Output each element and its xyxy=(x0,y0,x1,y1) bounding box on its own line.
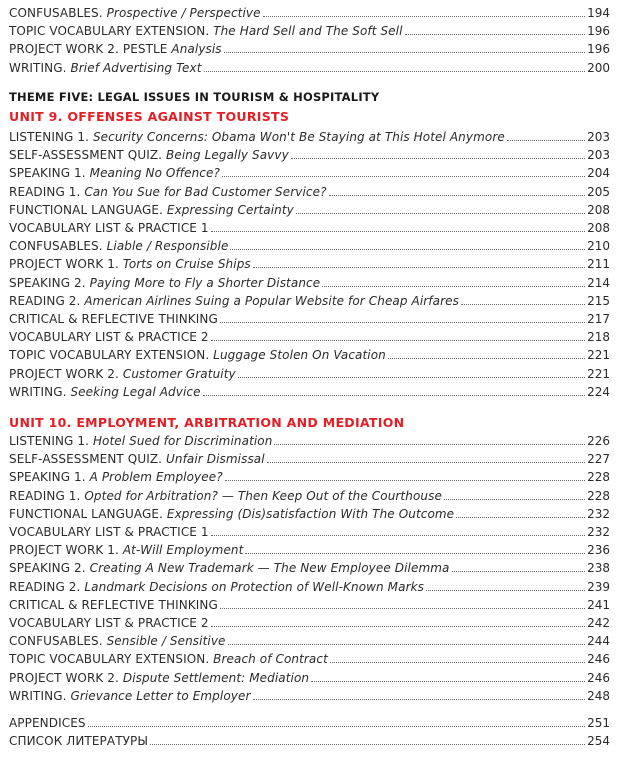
dot-leader xyxy=(245,553,585,554)
dot-leader xyxy=(263,16,586,17)
toc-entry xyxy=(9,20,610,38)
toc-entry-category: LISTENING 1. xyxy=(9,130,90,144)
page-number: 236 xyxy=(587,543,610,558)
page-number: 210 xyxy=(587,239,610,254)
toc-entry-subtitle: Breach of Contract xyxy=(213,652,328,667)
toc-entry xyxy=(9,272,610,290)
page-number: 241 xyxy=(587,597,610,612)
dot-leader xyxy=(405,34,586,35)
dot-leader xyxy=(150,744,585,745)
toc-entry xyxy=(9,144,610,162)
toc-entry-title xyxy=(9,348,386,362)
toc-entry xyxy=(9,308,610,326)
page-number: 208 xyxy=(587,221,610,235)
toc-entry-subtitle: Grievance Letter to Employer xyxy=(70,688,251,703)
page-number: 203 xyxy=(587,130,610,144)
toc-entry-subtitle: Landmark Decisions on Protection of Well-Known Marks xyxy=(84,579,425,594)
toc-entry-category: SPEAKING 2. xyxy=(9,275,86,290)
toc-entry xyxy=(9,235,610,253)
toc-entry-category: СПИСОК ЛИТЕРАТУРЫ xyxy=(9,734,149,749)
toc-entry xyxy=(9,162,610,180)
dot-leader xyxy=(211,535,585,536)
toc-entry-title xyxy=(9,385,201,399)
page-number: 232 xyxy=(587,506,610,521)
dot-leader xyxy=(274,444,585,445)
toc-entry xyxy=(9,448,610,466)
toc-entry-subtitle: Opted for Arbitration? — Then Keep Out of the Courthouse xyxy=(84,488,442,503)
page-number: 232 xyxy=(587,525,610,539)
page-number: 246 xyxy=(587,670,610,685)
toc-entry-title xyxy=(9,6,261,20)
toc-entry-title xyxy=(9,239,228,253)
page-number: 244 xyxy=(587,634,610,649)
page-number: 248 xyxy=(587,688,610,703)
toc-entry-subtitle: A Problem Employee? xyxy=(89,470,223,485)
toc-entry-title xyxy=(9,24,403,38)
toc-entry-title xyxy=(9,598,218,612)
toc-entry xyxy=(9,503,610,521)
toc-entry xyxy=(9,253,610,271)
toc-entry-title xyxy=(9,130,505,144)
toc-entry-title xyxy=(9,276,320,290)
toc-entry-subtitle: Can You Sue for Bad Customer Service? xyxy=(84,184,327,199)
dot-leader xyxy=(211,626,585,627)
toc-entry-title xyxy=(9,330,209,344)
page-number: 196 xyxy=(587,42,610,57)
toc-entry-title xyxy=(9,257,251,271)
dot-leader xyxy=(311,681,585,682)
toc-entry-category: WRITING. xyxy=(9,60,67,75)
page-number: 208 xyxy=(587,202,610,217)
toc-entry-category: CONFUSABLES. xyxy=(9,634,103,649)
toc-entry-title xyxy=(9,507,454,521)
toc-entry-title xyxy=(9,203,294,217)
page-number: 218 xyxy=(587,330,610,345)
toc-entry-category: TOPIC VOCABULARY EXTENSION. xyxy=(9,348,210,363)
toc-entry-title xyxy=(9,42,222,56)
toc-entry-category: READING 2. xyxy=(9,579,81,594)
toc-entry xyxy=(9,685,610,703)
toc-entry-subtitle: Hotel Sued for Discrimination xyxy=(92,434,273,448)
toc-entry-title xyxy=(9,616,209,630)
page-number: 226 xyxy=(587,434,610,448)
dot-leader xyxy=(461,304,585,305)
toc-entry-subtitle: Meaning No Offence? xyxy=(89,166,220,181)
toc-entry-category: WRITING. xyxy=(9,688,67,703)
toc-entry xyxy=(9,539,610,557)
toc-entry xyxy=(9,485,610,503)
toc-entry-category: VOCABULARY LIST & PRACTICE 2 xyxy=(9,616,209,630)
toc-entry-category: TOPIC VOCABULARY EXTENSION. xyxy=(9,652,210,667)
toc-entry-title xyxy=(9,166,220,180)
toc-entry-category: CRITICAL & REFLECTIVE THINKING xyxy=(9,312,218,326)
toc-entry xyxy=(9,38,610,56)
toc-entry-category: READING 1. xyxy=(9,184,81,199)
page-number: 227 xyxy=(587,452,610,467)
toc-entry xyxy=(9,326,610,344)
dot-leader xyxy=(388,358,585,359)
toc-entry-category: CONFUSABLES. xyxy=(9,239,103,254)
dot-leader xyxy=(253,699,586,700)
toc-entry-title xyxy=(9,580,424,594)
theme-five-heading: THEME FIVE: LEGAL ISSUES IN TOURISM & HOSPITALITY xyxy=(9,90,380,104)
toc-entry-title xyxy=(9,367,236,381)
toc-entry-category: WRITING. xyxy=(9,384,67,399)
toc-entry-category: APPENDICES xyxy=(9,716,86,730)
unit-10-heading: UNIT 10. EMPLOYMENT, ARBITRATION AND MEDIATION xyxy=(9,415,405,430)
page-number: 251 xyxy=(587,716,610,730)
page-number: 196 xyxy=(587,24,610,39)
toc-entry-title xyxy=(9,312,218,326)
toc-entry xyxy=(9,363,610,381)
dot-leader xyxy=(329,195,586,196)
toc-entry-title xyxy=(9,452,265,466)
dot-leader xyxy=(507,140,585,141)
toc-entry-category: VOCABULARY LIST & PRACTICE 1 xyxy=(9,525,209,539)
unit-9-heading: UNIT 9. OFFENSES AGAINST TOURISTS xyxy=(9,109,290,124)
page-number: 194 xyxy=(587,6,610,20)
dot-leader xyxy=(220,322,585,323)
toc-entry-category: PROJECT WORK 2. xyxy=(9,366,119,381)
dot-leader xyxy=(224,52,585,53)
toc-entry-title xyxy=(9,294,459,308)
toc-entry xyxy=(9,612,610,630)
toc-entry-title xyxy=(9,525,209,539)
toc-entry-category: VOCABULARY LIST & PRACTICE 2 xyxy=(9,330,209,345)
toc-entry-category: PROJECT WORK 1. xyxy=(9,257,119,272)
toc-entry-category: SPEAKING 2. xyxy=(9,561,86,576)
dot-leader xyxy=(225,480,585,481)
toc-entry xyxy=(9,290,610,308)
toc-entry-category: READING 2. xyxy=(9,293,81,308)
dot-leader xyxy=(291,158,585,159)
page-number: 254 xyxy=(587,734,610,749)
toc-entry-category: VOCABULARY LIST & PRACTICE 1 xyxy=(9,221,209,235)
toc-entry-title xyxy=(9,61,202,75)
toc-entry-title xyxy=(9,716,86,730)
toc-entry-category: SPEAKING 1. xyxy=(9,470,86,485)
dot-leader xyxy=(426,590,585,591)
dot-leader xyxy=(267,462,585,463)
toc-entry-category: SELF-ASSESSMENT QUIZ. xyxy=(9,148,163,163)
toc-entry-title xyxy=(9,434,272,448)
toc-entry xyxy=(9,381,610,399)
dot-leader xyxy=(220,608,585,609)
toc-entry-title xyxy=(9,634,226,648)
toc-entry xyxy=(9,667,610,685)
toc-entry-title xyxy=(9,671,309,685)
toc-entry-category: PROJECT WORK 2. PESTLE xyxy=(9,42,168,57)
dot-leader xyxy=(228,644,586,645)
dot-leader xyxy=(322,286,585,287)
toc-entry-subtitle: Being Legally Savvy xyxy=(166,148,289,163)
page-number: 239 xyxy=(587,579,610,594)
toc-entry-title xyxy=(9,652,328,666)
dot-leader xyxy=(238,377,585,378)
toc-entry xyxy=(9,217,610,235)
dot-leader xyxy=(330,662,585,663)
toc-entry-subtitle: At-Will Employment xyxy=(122,543,244,558)
toc-entry xyxy=(9,57,610,75)
toc-entry-category: PROJECT WORK 2. xyxy=(9,670,119,685)
toc-entry-subtitle: Unfair Dismissal xyxy=(166,452,265,467)
toc-entry xyxy=(9,344,610,362)
toc-entry xyxy=(9,557,610,575)
toc-entry-title xyxy=(9,561,450,575)
page-number: 228 xyxy=(587,488,610,503)
toc-entry xyxy=(9,648,610,666)
toc-entry xyxy=(9,181,610,199)
toc-entry-subtitle: Liable / Responsible xyxy=(106,239,229,254)
toc-entry-category: LISTENING 1. xyxy=(9,434,90,448)
page-number: 217 xyxy=(587,312,610,326)
toc-entry-subtitle: The Hard Sell and The Soft Sell xyxy=(213,24,403,39)
toc-entry-title xyxy=(9,148,289,162)
dot-leader xyxy=(204,71,586,72)
page-number: 211 xyxy=(587,257,610,272)
toc-entry-title xyxy=(9,470,223,484)
toc-entry-subtitle: Expressing (Dis)satisfaction With The Outcome xyxy=(166,506,455,521)
toc-entry xyxy=(9,630,610,648)
toc-entry xyxy=(9,730,610,748)
toc-entry xyxy=(9,576,610,594)
toc-entry-subtitle: Creating A New Trademark — The New Employee Dilemma xyxy=(89,561,450,576)
page-number: 221 xyxy=(587,366,610,381)
dot-leader xyxy=(88,726,585,727)
toc-entry-category: TOPIC VOCABULARY EXTENSION. xyxy=(9,24,210,39)
toc-entry-category: SPEAKING 1. xyxy=(9,166,86,181)
dot-leader xyxy=(444,499,585,500)
toc-entry-category: PROJECT WORK 1. xyxy=(9,543,119,558)
toc-entry-category: FUNCTIONAL LANGUAGE. xyxy=(9,202,163,217)
toc-entry-subtitle: Prospective / Perspective xyxy=(106,6,261,20)
toc-entry-subtitle: Dispute Settlement: Mediation xyxy=(122,670,310,685)
toc-entry-subtitle: Expressing Certainty xyxy=(166,202,294,217)
dot-leader xyxy=(296,213,585,214)
page-number: 246 xyxy=(587,652,610,667)
toc-entry-category: CRITICAL & REFLECTIVE THINKING xyxy=(9,597,218,612)
page-number: 221 xyxy=(587,348,610,363)
dot-leader xyxy=(230,249,585,250)
dot-leader xyxy=(452,571,586,572)
page-number: 224 xyxy=(587,384,610,399)
toc-entry-subtitle: Paying More to Fly a Shorter Distance xyxy=(89,275,321,290)
toc-entry xyxy=(9,594,610,612)
dot-leader xyxy=(222,176,585,177)
dot-leader xyxy=(211,231,585,232)
toc-entry-subtitle: Seeking Legal Advice xyxy=(70,384,201,399)
page-number: 238 xyxy=(587,561,610,576)
toc-entry-title xyxy=(9,185,327,199)
toc-entry-title xyxy=(9,221,209,235)
toc-entry-subtitle: American Airlines Suing a Popular Website for Cheap Airfares xyxy=(84,293,459,308)
toc-entry xyxy=(9,2,610,20)
toc-entry-subtitle: Analysis xyxy=(171,42,222,57)
toc-entry-category: READING 1. xyxy=(9,488,81,503)
toc-entry-subtitle: Customer Gratuity xyxy=(122,366,236,381)
dot-leader xyxy=(253,267,585,268)
dot-leader xyxy=(456,517,585,518)
dot-leader xyxy=(211,340,585,341)
toc-entry-category: FUNCTIONAL LANGUAGE. xyxy=(9,506,163,521)
toc-entry-subtitle: Security Concerns: Obama Won't Be Staying at This Hotel Anymore xyxy=(92,130,505,144)
page-number: 204 xyxy=(587,166,610,181)
toc-entry-subtitle: Torts on Cruise Ships xyxy=(122,257,251,272)
toc-entry-subtitle: Brief Advertising Text xyxy=(70,60,202,75)
page-number: 205 xyxy=(587,184,610,199)
toc-entry-subtitle: Sensible / Sensitive xyxy=(106,634,226,649)
toc-entry-subtitle: Luggage Stolen On Vacation xyxy=(213,348,386,363)
page-number: 215 xyxy=(587,293,610,308)
dot-leader xyxy=(203,395,586,396)
toc-entry-category: CONFUSABLES. xyxy=(9,6,103,20)
page-number: 242 xyxy=(587,616,610,630)
toc-entry xyxy=(9,430,610,448)
toc-entry-title xyxy=(9,734,148,748)
toc-entry-title xyxy=(9,489,442,503)
toc-entry xyxy=(9,466,610,484)
page-number: 228 xyxy=(587,470,610,485)
toc-entry xyxy=(9,199,610,217)
toc-entry-category: SELF-ASSESSMENT QUIZ. xyxy=(9,452,163,467)
toc-entry-title xyxy=(9,543,243,557)
toc-entry-title xyxy=(9,689,251,703)
toc-entry xyxy=(9,521,610,539)
toc-entry xyxy=(9,126,610,144)
page-number: 214 xyxy=(587,275,610,290)
page-number: 203 xyxy=(587,148,610,163)
toc-entry xyxy=(9,712,610,730)
page-number: 200 xyxy=(587,60,610,75)
